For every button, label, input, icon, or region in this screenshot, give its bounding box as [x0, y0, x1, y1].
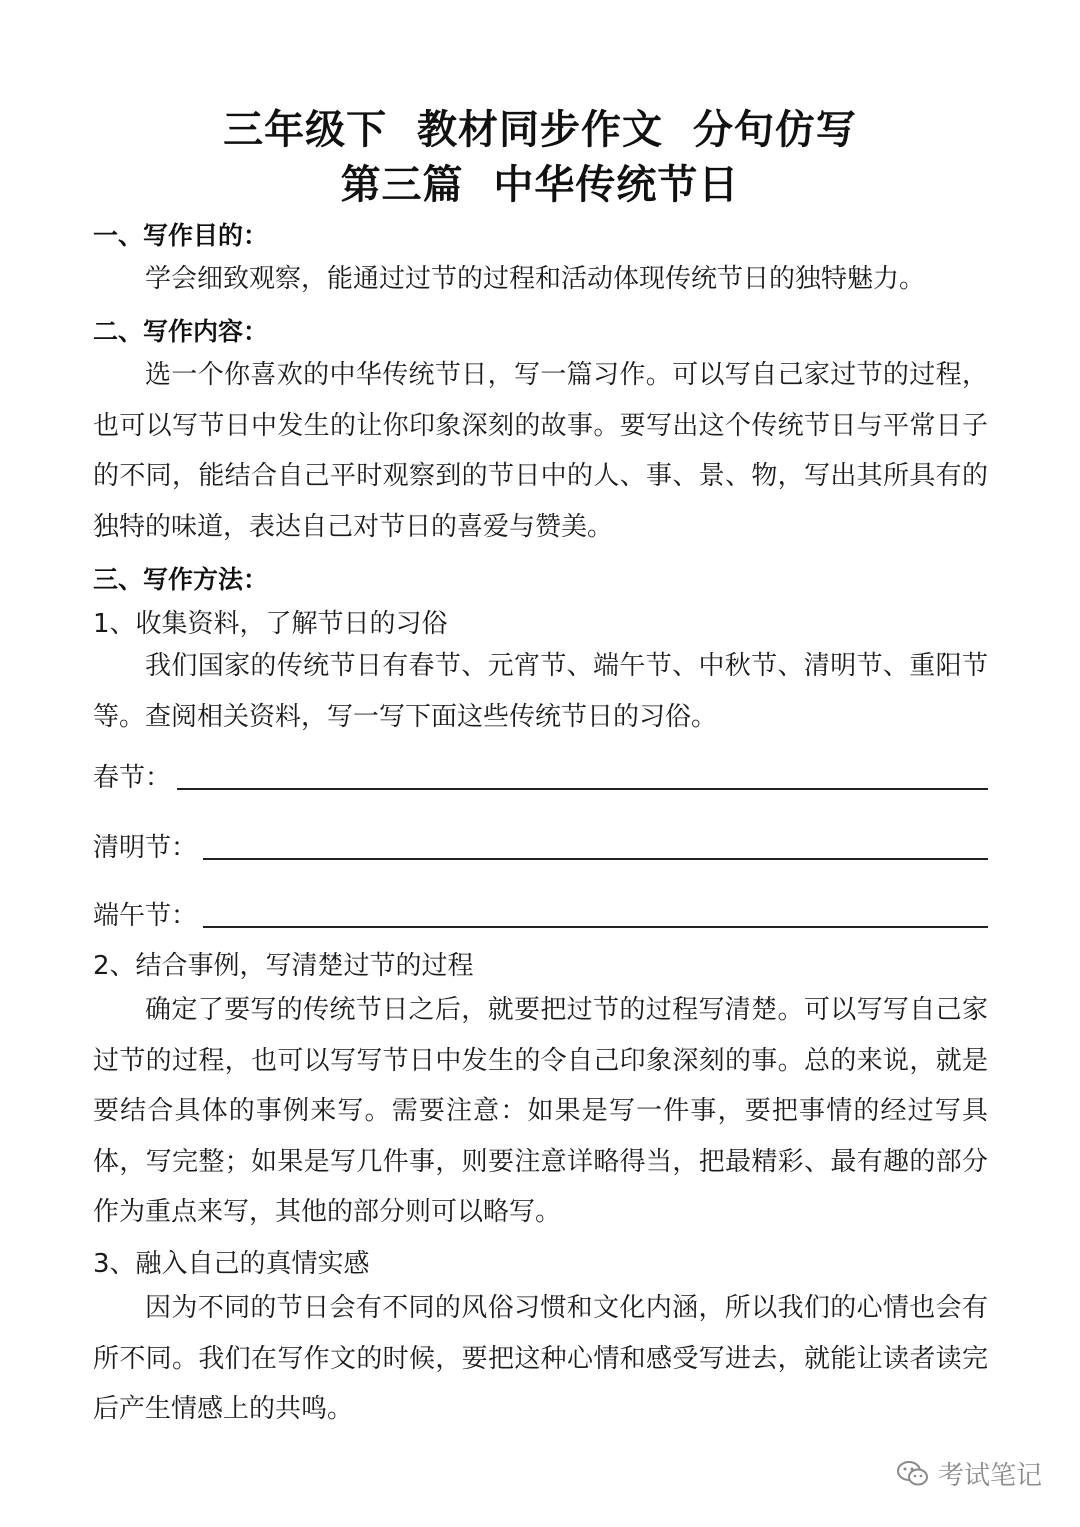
content-paragraph: 选一个你喜欢的中华传统节日，写一篇习作。可以写自己家过节的过程，也可以写节日中发生的让你印象深刻的故事。要写出这个传统节日与平常日子的不同，能结合自己平时观察到的节日中的人、事、景、物，写出其所具有的独特的味道，表达自己对节日的喜爱与赞美。 — [93, 360, 988, 542]
purpose-paragraph: 学会细致观察，能通过过节的过程和活动体现传统节日的独特魅力。 — [145, 264, 926, 294]
answer-line-qingming[interactable] — [203, 858, 988, 860]
fill-label-duanwu: 端午节： — [93, 901, 198, 931]
method-step1-title: 1、收集资料，了解节日的习俗 — [93, 609, 448, 639]
method-step3-paragraph: 因为不同的节日会有不同的风俗习惯和文化内涵，所以我们的心情也会有所不同。我们在写作文的时候，要把这种心情和感受写进去，就能让读者读完后产生情感上的共鸣。 — [93, 1293, 988, 1424]
fill-row-qingming — [93, 820, 988, 864]
fill-row-spring-festival — [93, 750, 988, 794]
method-step3-title: 3、融入自己的真情实感 — [93, 1249, 370, 1279]
section-heading-content: 二、写作内容： — [93, 317, 269, 346]
method-step1-paragraph: 我们国家的传统节日有春节、元宵节、端午节、中秋节、清明节、重阳节等。查阅相关资料，写一写下面这些传统节日的习俗。 — [93, 651, 988, 732]
fill-label-spring-festival: 春节： — [93, 763, 172, 793]
page-subtitle: 第三篇 中华传统节日 — [340, 162, 740, 208]
method-step2-paragraph: 确定了要写的传统节日之后，就要把过节的过程写清楚。可以写写自己家过节的过程，也可以写写节日中发生的令自己印象深刻的事。总的来说，就是要结合具体的事例来写。需要注意：如果是写一件事，要把事情的经过写具体，写完整；如果是写几件事，则要注意详略得当，把最精彩、最有趣的部分作为重点来写，其他的部分则可以略写。 — [93, 995, 988, 1227]
fill-label-qingming: 清明节： — [93, 833, 198, 863]
method-step2-title: 2、结合事例，写清楚过节的过程 — [93, 951, 474, 981]
section-heading-purpose: 一、写作目的： — [93, 221, 269, 250]
fill-row-duanwu — [93, 888, 988, 932]
section-heading-method: 三、写作方法： — [93, 565, 269, 594]
answer-line-duanwu[interactable] — [203, 926, 988, 928]
wechat-icon — [896, 1459, 930, 1489]
watermark-text: 考试笔记 — [937, 1461, 1042, 1491]
watermark — [896, 1455, 1042, 1492]
answer-line-spring-festival[interactable] — [177, 788, 988, 790]
page-title: 三年级下 教材同步作文 分句仿写 — [223, 107, 857, 153]
